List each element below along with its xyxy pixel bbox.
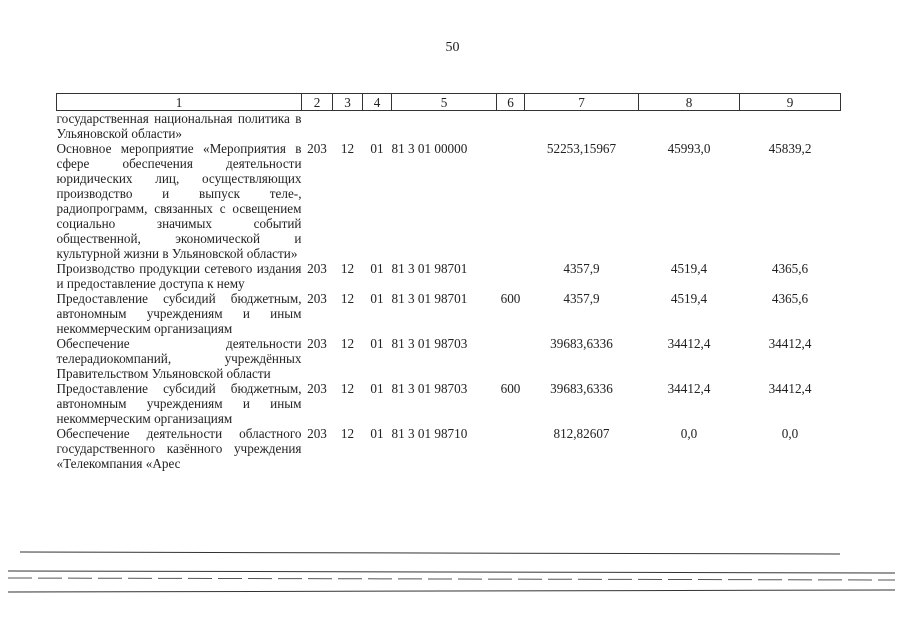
row-amount-col8: 45993,0 — [667, 141, 711, 156]
row-amount-col8: 0,0 — [680, 426, 698, 441]
row-amount-col7: 812,82607 — [553, 426, 610, 441]
strike-line — [8, 590, 895, 592]
row-expense-type — [497, 141, 525, 261]
row-description: Основное мероприятие «Мероприятия в сфере обеспечения деятельности юридических лиц, осуществляющих производство и выпуск теле-, радиопрограмм, связанных с освещением социально значимых событий общественной, экономической и культурной жизни в Ульяновской области» — [56, 141, 302, 261]
row-subsection-code: 01 — [370, 291, 384, 306]
strike-line — [8, 571, 895, 573]
strike-line — [20, 552, 840, 554]
row-subsection-code — [363, 111, 392, 142]
row-amount-col8: 4519,4 — [670, 261, 708, 276]
row-section-code: 12 — [340, 336, 355, 351]
row-subsection-code: 01 — [370, 141, 384, 156]
row-target-article — [392, 111, 497, 142]
row-ministry-code: 203 — [307, 261, 327, 276]
row-description: Обеспечение деятельности областного государственного казённого учреждения «Телекомпания «Арес — [56, 426, 302, 471]
row-ministry-code: 203 — [307, 426, 327, 441]
row-section-code: 12 — [340, 381, 355, 396]
row-description: Предоставление субсидий бюджетным, автономным учреждениям и иным некоммерческим организациям — [56, 291, 302, 336]
row-section-code: 12 — [340, 426, 355, 441]
row-target-article: 81 3 01 00000 — [391, 141, 468, 156]
row-amount-col8 — [639, 111, 740, 142]
row-expense-type: 600 — [500, 291, 521, 306]
row-amount-col9: 34412,4 — [768, 336, 812, 351]
row-amount-col8: 4519,4 — [670, 291, 708, 306]
row-target-article: 81 3 01 98703 — [391, 336, 468, 351]
row-amount-col9: 4365,6 — [771, 261, 809, 276]
table-row — [57, 336, 841, 381]
column-header-6: 6 — [497, 94, 525, 111]
row-subsection-code: 01 — [370, 381, 384, 396]
row-ministry-code: 203 — [307, 141, 327, 156]
table-header-row — [57, 94, 841, 111]
row-amount-col8: 34412,4 — [667, 381, 711, 396]
row-target-article: 81 3 01 98701 — [391, 291, 468, 306]
row-section-code: 12 — [340, 141, 355, 156]
table-row — [57, 381, 841, 426]
row-description: Производство продукции сетевого издания и предоставление доступа к нему — [56, 261, 302, 291]
strike-line — [8, 578, 895, 580]
row-subsection-code: 01 — [370, 336, 384, 351]
row-ministry-code: 203 — [307, 381, 327, 396]
row-description: государственная национальная политика в Ульяновской области» — [56, 111, 302, 141]
column-header-8: 8 — [639, 94, 740, 111]
row-section-code — [333, 111, 363, 142]
row-expense-type — [497, 426, 525, 471]
column-header-9: 9 — [740, 94, 841, 111]
row-amount-col7: 39683,6336 — [550, 381, 613, 396]
table-row — [57, 141, 841, 261]
table-row — [57, 261, 841, 291]
row-amount-col7: 52253,15967 — [546, 141, 617, 156]
row-amount-col8: 34412,4 — [667, 336, 711, 351]
row-amount-col9: 0,0 — [781, 426, 799, 441]
row-expense-type — [497, 111, 525, 142]
column-header-3: 3 — [333, 94, 363, 111]
page-number: 50 — [445, 40, 460, 55]
row-target-article: 81 3 01 98710 — [391, 426, 468, 441]
row-expense-type — [497, 336, 525, 381]
row-amount-col7: 39683,6336 — [550, 336, 613, 351]
row-ministry-code: 203 — [307, 336, 327, 351]
column-header-1: 1 — [57, 94, 302, 111]
row-target-article: 81 3 01 98703 — [391, 381, 468, 396]
row-expense-type — [497, 261, 525, 291]
row-description: Обеспечение деятельности телерадиокомпаний, учреждённых Правительством Ульяновской области — [56, 336, 302, 381]
column-header-2: 2 — [302, 94, 333, 111]
row-amount-col9: 45839,2 — [768, 141, 812, 156]
budget-table — [56, 93, 841, 471]
column-header-4: 4 — [363, 94, 392, 111]
row-amount-col7: 4357,9 — [563, 261, 600, 276]
row-section-code: 12 — [340, 261, 355, 276]
row-description: Предоставление субсидий бюджетным, автономным учреждениям и иным некоммерческим организациям — [56, 381, 302, 426]
row-target-article: 81 3 01 98701 — [391, 261, 468, 276]
column-header-7: 7 — [525, 94, 639, 111]
table-row — [57, 111, 841, 142]
row-amount-col9: 4365,6 — [771, 291, 809, 306]
column-header-5: 5 — [392, 94, 497, 111]
row-expense-type: 600 — [500, 381, 521, 396]
row-amount-col9 — [740, 111, 841, 142]
row-amount-col7 — [525, 111, 639, 142]
row-section-code: 12 — [340, 291, 355, 306]
row-ministry-code: 203 — [307, 291, 327, 306]
row-subsection-code: 01 — [370, 261, 384, 276]
table-row-struck — [57, 426, 841, 471]
table-row — [57, 291, 841, 336]
row-ministry-code — [302, 111, 333, 142]
row-amount-col9: 34412,4 — [768, 381, 812, 396]
row-amount-col7: 4357,9 — [563, 291, 600, 306]
row-subsection-code: 01 — [370, 426, 384, 441]
